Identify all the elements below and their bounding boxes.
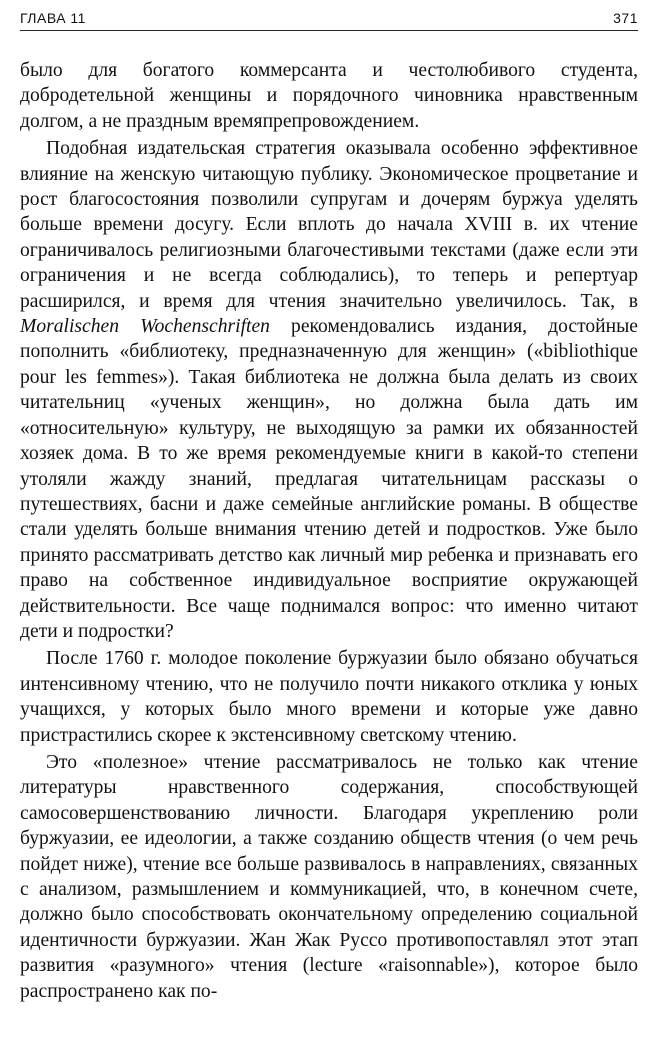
paragraph-3 (20, 646, 638, 748)
paragraph-text: После 1760 г. молодое поколение буржуазии было обязано обучаться интенсивному чтению, что не получило почти никакого отклика у юных учащихся, у которых было много времени и которые уже давно пристрастились скорее к экстенсивному светскому чтению. (20, 648, 638, 746)
italic-title: Moralischen Wochenschriften (20, 316, 270, 338)
paragraph-4 (20, 750, 638, 1004)
paragraph-1 (20, 58, 638, 134)
running-header (20, 8, 638, 31)
paragraph-2 (20, 136, 638, 644)
body-text (20, 58, 638, 1004)
page-number: 371 (613, 10, 638, 26)
paragraph-text: было для богатого коммерсанта и честолюбивого студента, добродетельной женщины и порядочного чиновника нравственным долгом, а не праздным времяпрепровождением. (20, 60, 638, 132)
paragraph-text: Это «полезное» чтение рассматривалось не только как чтение литературы нравственного содержания, способствующей самосовершенствованию личности. Благодаря укреплению роли буржуазии, ее идеологии, а также созданию обществ чтения (о чем речь пойдет ниже), чтение все больше развивалось в направлениях, связанных с анализом, размышлением и коммуникацией, что, в конечном счете, должно было способствовать окончательному определению социальной идентичности буржуазии. Жан Жак Руссо противопоставлял этот этап развития «разумного» чтения (lecture «raisonnable»), которое было распространено как по- (20, 751, 638, 1002)
paragraph-text: рекомендовались издания, достойные пополнить «библиотеку, предназначенную для женщин» («bibliothique pour les femmes»). Такая библиотека не должна была делать из своих читательниц «ученых женщин», но должна была дать им «относительную» культуру, не выходящую за рамки их обязанностей хозяек дома. В то же время рекомендуемые книги в какой-то степени утоляли жажду знаний, предлагая читательницам рассказы о путешествиях, басни и даже семейные английские романы. В обществе стали уделять больше внимания чтению детей и подростков. Уже было принято рассматривать детство как личный мир ребенка и признавать его право на собственное индивидуальное восприятие окружающей действительности. Все чаще поднимался вопрос: что именно читают дети и подростки? (20, 316, 638, 642)
chapter-title: ГЛАВА 11 (20, 10, 86, 26)
paragraph-text: Подобная издательская стратегия оказывала особенно эффективное влияние на женскую читающую публику. Экономическое процветание и рост благосостояния позволили супругам и дочерям буржуа уделять больше времени досугу. Если вплоть до начала XVIII в. их чтение ограничивалось религиозными благочестивыми текстами (даже если эти ограничения и не всегда соблюдались), то теперь и репертуар расширился, и время для чтения значительно увеличилось. Так, в (20, 138, 638, 312)
